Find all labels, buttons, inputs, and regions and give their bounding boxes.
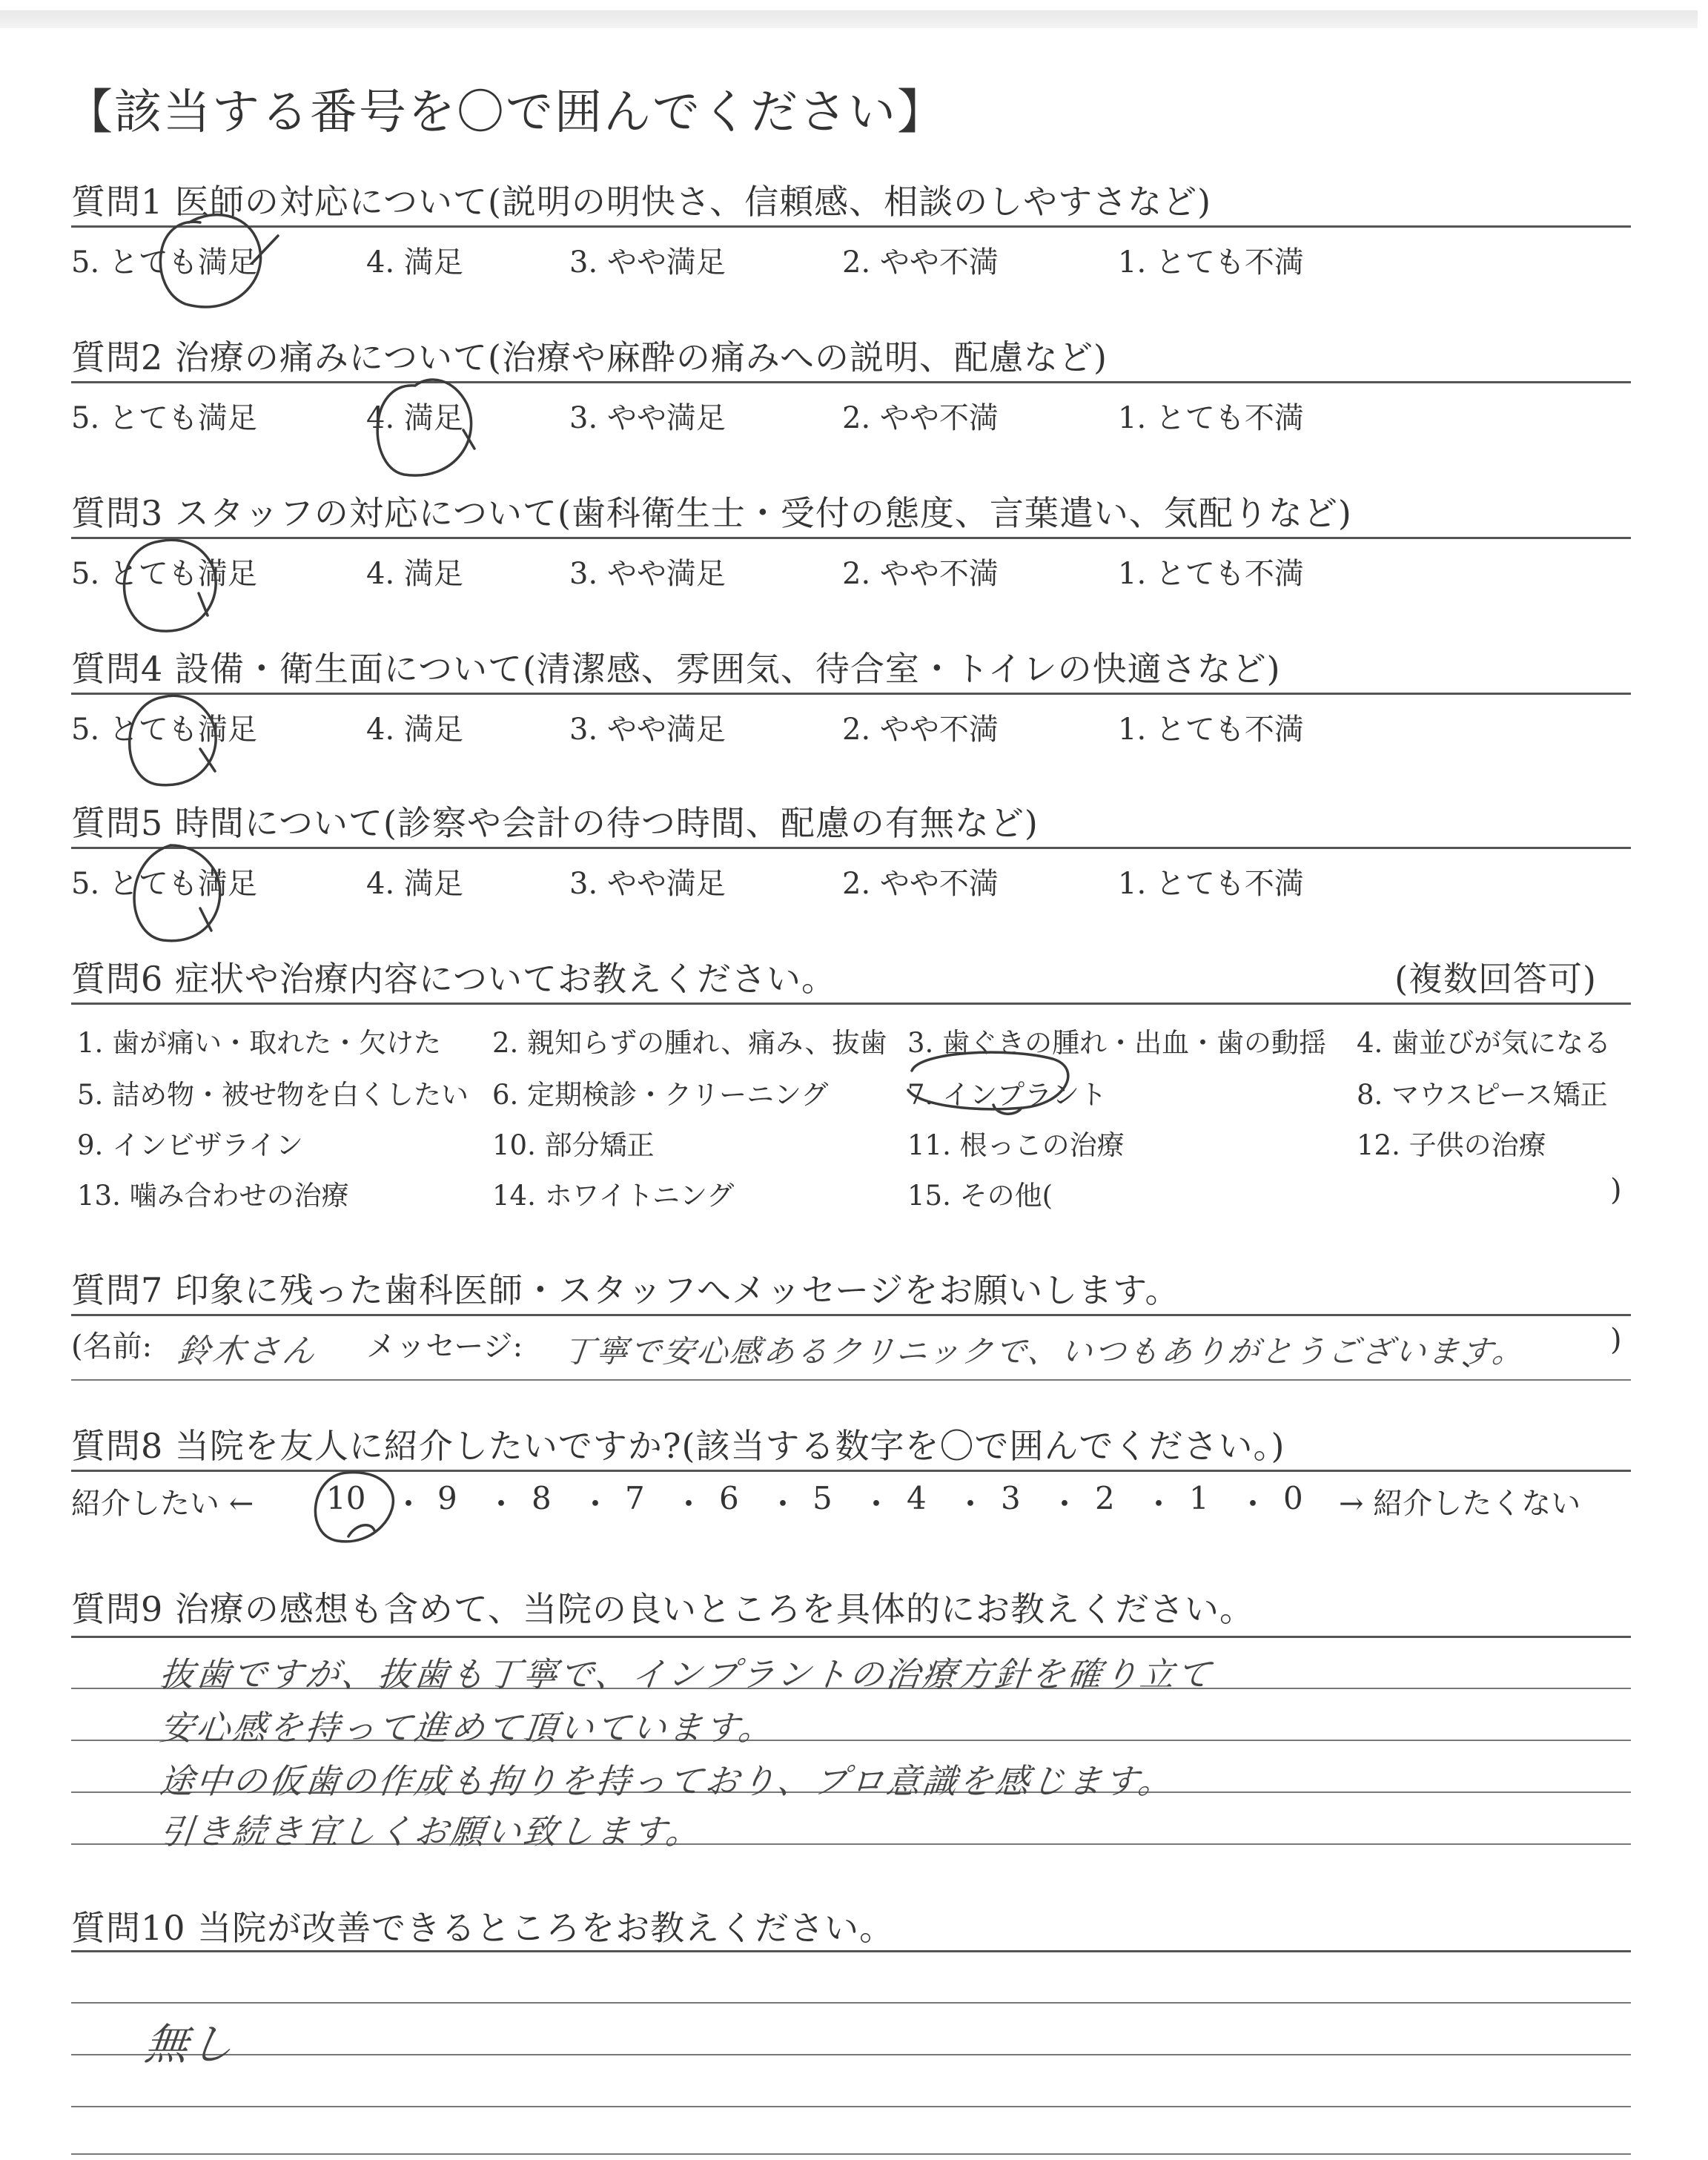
q1-option-1[interactable]: 1. とても不満 (1118, 245, 1304, 280)
q4-rule (71, 693, 1631, 695)
q3-option-2[interactable]: 2. やや不満 (842, 557, 999, 591)
q8-scale-dot: ・ (955, 1486, 987, 1522)
q8-right-label: → 紹介したくない (1339, 1487, 1581, 1521)
q8-scale-5[interactable]: 5 (812, 1480, 833, 1516)
q6-option-13[interactable]: 13. 噛み合わせの治療 (77, 1180, 349, 1212)
q8-scale-dot: ・ (861, 1486, 893, 1522)
q8-scale-8[interactable]: 8 (532, 1480, 552, 1516)
q8-scale-9[interactable]: 9 (437, 1480, 457, 1516)
q6-other-close-paren: ) (1610, 1173, 1622, 1207)
q6-option-6[interactable]: 6. 定期検診・クリーニング (492, 1079, 829, 1111)
q9-answer-line-1[interactable]: 抜歯ですが、抜歯も丁寧で、インプラントの治療方針を確り立て (157, 1654, 1215, 1694)
q6-option-8[interactable]: 8. マウスピース矯正 (1357, 1079, 1608, 1111)
q8-scale-dot: ・ (1143, 1486, 1175, 1522)
q2-option-1[interactable]: 1. とても不満 (1118, 401, 1304, 435)
q4-heading: 質問4 設備・衛生面について(清潔感、雰囲気、待合室・トイレの快適さなど) (71, 649, 1281, 689)
q1-option-4[interactable]: 4. 満足 (366, 245, 463, 280)
q10-rule-1 (71, 1950, 1631, 1952)
q4-option-4[interactable]: 4. 満足 (366, 713, 463, 747)
q1-rule (71, 225, 1631, 228)
q8-heading: 質問8 当院を友人に紹介したいですか?(該当する数字を〇で囲んでください。) (71, 1426, 1285, 1466)
q9-answer-line-3[interactable]: 途中の仮歯の作成も拘りを持っており、プロ意識を感じます。 (157, 1761, 1176, 1801)
q9-answer-line-2[interactable]: 安心感を持って進めて頂いています。 (157, 1708, 777, 1748)
q6-heading: 質問6 症状や治療内容についてお教えください。 (71, 959, 836, 999)
q3-option-4[interactable]: 4. 満足 (366, 557, 463, 591)
q4-option-5[interactable]: 5. とても満足 (71, 713, 257, 747)
q10-rule-3 (71, 2054, 1631, 2055)
q8-scale-dot: ・ (673, 1486, 705, 1522)
q7-name-label: (名前: (71, 1330, 153, 1364)
q8-scale-dot: ・ (1237, 1486, 1269, 1522)
q5-option-1[interactable]: 1. とても不満 (1118, 867, 1304, 901)
q7-close-paren: ) (1610, 1323, 1622, 1357)
q7-message-label: メッセージ: (366, 1330, 523, 1364)
q10-rule-5 (71, 2153, 1631, 2155)
q5-option-2[interactable]: 2. やや不満 (842, 867, 999, 901)
q8-scale-6[interactable]: 6 (719, 1480, 739, 1516)
q7-heading: 質問7 印象に残った歯科医師・スタッフへメッセージをお願いします。 (71, 1270, 1180, 1310)
q4-option-2[interactable]: 2. やや不満 (842, 713, 999, 747)
page-title: 【該当する番号を〇で囲んでください】 (65, 85, 946, 140)
q7-underline (71, 1379, 1631, 1381)
q3-option-3[interactable]: 3. やや満足 (569, 557, 726, 591)
q8-scale-10[interactable]: 10 (326, 1480, 366, 1516)
q6-rule (71, 1003, 1631, 1005)
q6-option-9[interactable]: 9. インビザライン (77, 1129, 303, 1161)
q2-option-3[interactable]: 3. やや満足 (569, 401, 726, 435)
q2-option-4[interactable]: 4. 満足 (366, 401, 463, 435)
q10-rule-2 (71, 2002, 1631, 2004)
q5-heading: 質問5 時間について(診察や会計の待つ時間、配慮の有無など) (71, 803, 1039, 843)
q8-scale-dot: ・ (393, 1486, 425, 1522)
q1-option-3[interactable]: 3. やや満足 (569, 245, 726, 280)
q9-answer-line-4[interactable]: 引き続き宜しくお願い致します。 (157, 1811, 704, 1852)
q8-scale-dot: ・ (767, 1486, 799, 1522)
q8-scale-dot: ・ (1049, 1486, 1081, 1522)
q1-option-5[interactable]: 5. とても満足 (71, 245, 257, 280)
q2-option-5[interactable]: 5. とても満足 (71, 401, 257, 435)
scan-top-edge (0, 10, 1698, 28)
q6-option-1[interactable]: 1. 歯が痛い・取れた・欠けた (77, 1027, 442, 1059)
q6-option-10[interactable]: 10. 部分矯正 (492, 1129, 655, 1161)
q6-option-15[interactable]: 15. その他( (907, 1180, 1053, 1212)
q8-scale-2[interactable]: 2 (1095, 1480, 1115, 1516)
q6-option-12[interactable]: 12. 子供の治療 (1357, 1129, 1546, 1161)
q8-scale-7[interactable]: 7 (625, 1480, 645, 1516)
q7-rule (71, 1314, 1631, 1316)
q5-option-3[interactable]: 3. やや満足 (569, 867, 726, 901)
q8-rule (71, 1470, 1631, 1472)
q8-scale-dot: ・ (486, 1486, 517, 1522)
q8-left-label: 紹介したい ← (71, 1487, 254, 1521)
q5-option-5[interactable]: 5. とても満足 (71, 867, 257, 901)
q6-option-5[interactable]: 5. 詰め物・被せ物を白くしたい (77, 1079, 469, 1111)
q1-option-2[interactable]: 2. やや不満 (842, 245, 999, 280)
q8-scale-1[interactable]: 1 (1189, 1480, 1209, 1516)
q2-rule (71, 381, 1631, 383)
q6-option-14[interactable]: 14. ホワイトニング (492, 1180, 735, 1212)
q6-option-3[interactable]: 3. 歯ぐきの腫れ・出血・歯の動揺 (907, 1027, 1327, 1059)
q10-answer-handwritten[interactable]: 無し (142, 2019, 239, 2070)
q6-option-4[interactable]: 4. 歯並びが気になる (1357, 1027, 1612, 1059)
q7-name-handwritten[interactable]: 鈴木さん (175, 1332, 320, 1370)
q7-message-handwritten[interactable]: 丁寧で安心感あるクリニックで、いつもありがとうございます。 (561, 1333, 1528, 1370)
q8-scale-4[interactable]: 4 (907, 1480, 927, 1516)
q4-option-1[interactable]: 1. とても不満 (1118, 713, 1304, 747)
q2-option-2[interactable]: 2. やや不満 (842, 401, 999, 435)
q5-rule (71, 847, 1631, 849)
q1-heading: 質問1 医師の対応について(説明の明快さ、信頼感、相談のしやすさなど) (71, 182, 1212, 222)
q3-option-1[interactable]: 1. とても不満 (1118, 557, 1304, 591)
q8-scale-0[interactable]: 0 (1283, 1480, 1303, 1516)
q3-option-5[interactable]: 5. とても満足 (71, 557, 257, 591)
q3-rule (71, 537, 1631, 539)
q6-option-7[interactable]: 7. インプラント (907, 1079, 1108, 1111)
q2-heading: 質問2 治療の痛みについて(治療や麻酔の痛みへの説明、配慮など) (71, 337, 1108, 377)
q5-option-4[interactable]: 4. 満足 (366, 867, 463, 901)
q6-option-11[interactable]: 11. 根っこの治療 (907, 1129, 1125, 1161)
q10-rule-4 (71, 2106, 1631, 2107)
q4-option-3[interactable]: 3. やや満足 (569, 713, 726, 747)
q3-heading: 質問3 スタッフの対応について(歯科衛生士・受付の態度、言葉遣い、気配りなど) (71, 493, 1352, 533)
q6-option-2[interactable]: 2. 親知らずの腫れ、痛み、抜歯 (492, 1027, 887, 1059)
q8-scale-3[interactable]: 3 (1001, 1480, 1021, 1516)
q8-scale-dot: ・ (580, 1486, 612, 1522)
q9-rule-1 (71, 1636, 1631, 1638)
q10-heading: 質問10 当院が改善できるところをお教えください。 (71, 1908, 895, 1948)
q6-note: (複数回答可) (1394, 959, 1597, 999)
q9-heading: 質問9 治療の感想も含めて、当院の良いところを具体的にお教えください。 (71, 1589, 1254, 1629)
